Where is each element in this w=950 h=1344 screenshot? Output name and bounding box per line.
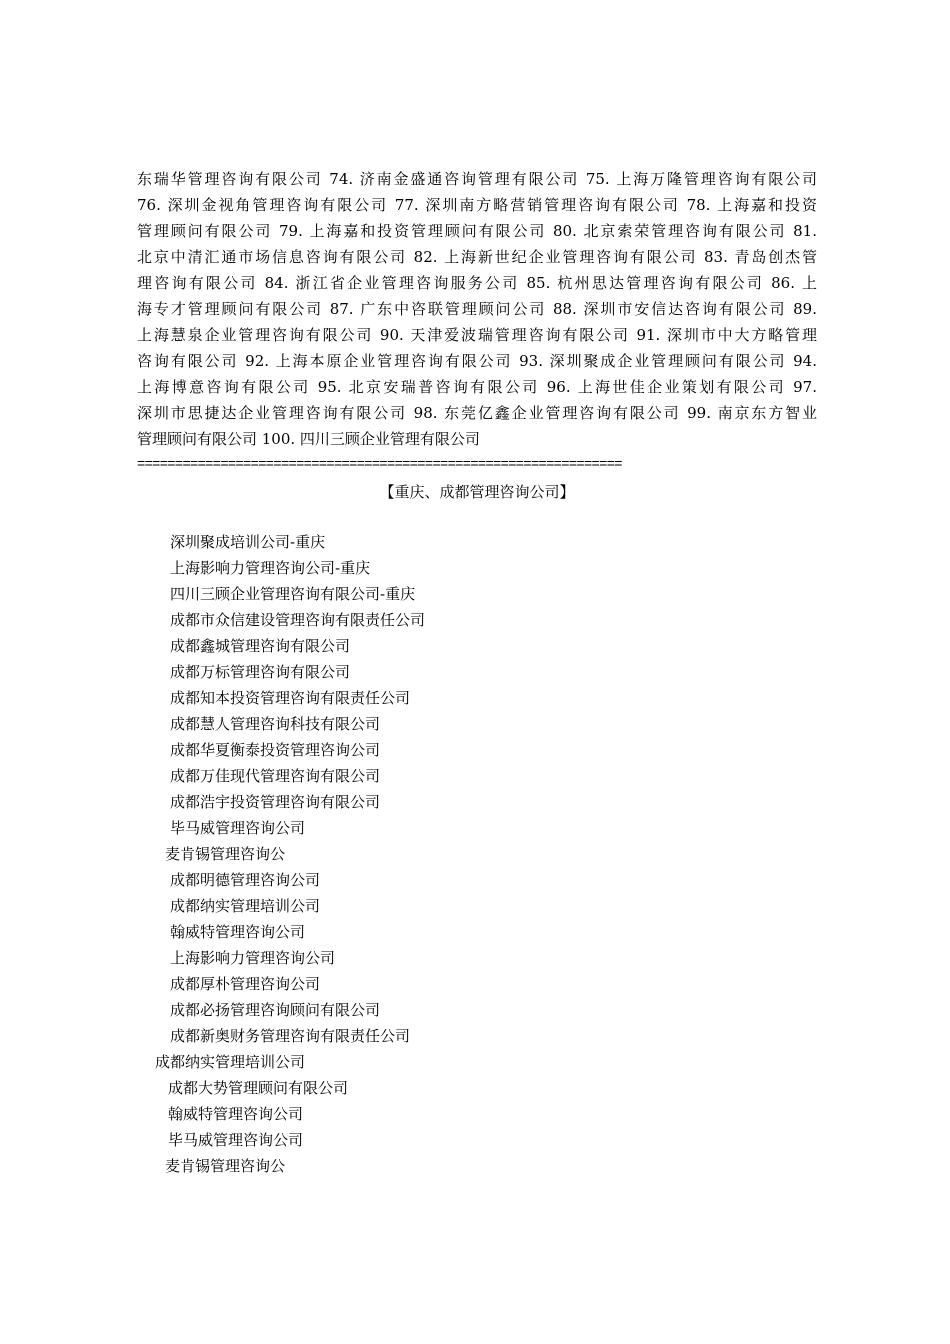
paragraph-line: 理咨询有限公司 84. 浙江省企业管理咨询服务公司 85. 杭州思达管理咨询有限公司 86. 上 — [137, 274, 817, 292]
paragraph-line: 上海博意咨询有限公司 95. 北京安瑞普咨询有限公司 96. 上海世佳企业策划有限公司 97. — [137, 378, 817, 396]
paragraph-line: 咨询有限公司 92. 上海本原企业管理咨询有限公司 93. 深圳聚成企业管理顾问有限公司 94. — [137, 352, 817, 370]
list-item: 上海影响力管理咨询公司 — [170, 949, 336, 967]
list-item: 成都厚朴管理咨询公司 — [170, 975, 321, 993]
list-item: 上海影响力管理咨询公司-重庆 — [170, 559, 371, 577]
list-item: 四川三顾企业管理咨询有限公司-重庆 — [170, 585, 416, 603]
company-list-paragraph — [137, 166, 817, 452]
list-item: 成都万佳现代管理咨询有限公司 — [170, 767, 381, 785]
list-item: 成都知本投资管理咨询有限责任公司 — [170, 689, 411, 707]
paragraph-line: 深圳市思捷达企业管理咨询有限公司 98. 东莞亿鑫企业管理咨询有限公司 99. 南京东方智业 — [137, 404, 817, 422]
list-item: 麦肯锡管理咨询公 — [165, 1157, 286, 1175]
list-item: 成都大势管理顾问有限公司 — [168, 1079, 349, 1097]
paragraph-line: 管理顾问有限公司 79. 上海嘉和投资管理顾问有限公司 80. 北京索荣管理咨询有限公司 81. — [137, 222, 817, 240]
paragraph-line: 海专才管理顾问有限公司 87. 广东中咨联管理顾问公司 88. 深圳市安信达咨询有限公司 89. — [137, 300, 817, 318]
list-item: 成都慧人管理咨询科技有限公司 — [170, 715, 381, 733]
list-item: 成都市众信建设管理咨询有限责任公司 — [170, 611, 426, 629]
list-item: 毕马威管理咨询公司 — [168, 1131, 304, 1149]
list-item: 成都新奥财务管理咨询有限责任公司 — [170, 1027, 411, 1045]
section-title: 【重庆、成都管理咨询公司】 — [379, 483, 575, 501]
paragraph-line: 76. 深圳金视角管理咨询有限公司 77. 深圳南方略营销管理咨询有限公司 78. 上海嘉和投资 — [137, 196, 817, 214]
list-item: 成都华夏衡泰投资管理咨询公司 — [170, 741, 381, 759]
list-item: 成都必扬管理咨询顾问有限公司 — [170, 1001, 381, 1019]
separator-line: ================================================================ — [137, 455, 622, 471]
paragraph-line: 北京中清汇通市场信息咨询有限公司 82. 上海新世纪企业管理咨询有限公司 83. 青岛创杰管 — [137, 248, 817, 266]
list-item: 成都鑫城管理咨询有限公司 — [170, 637, 351, 655]
paragraph-line-last: 管理顾问有限公司 100. 四川三顾企业管理有限公司 — [137, 430, 480, 448]
paragraph-line: 上海慧泉企业管理咨询有限公司 90. 天津爱波瑞管理咨询有限公司 91. 深圳市中大方略管理 — [137, 326, 817, 344]
list-item: 成都明德管理咨询公司 — [170, 871, 321, 889]
list-item: 麦肯锡管理咨询公 — [165, 845, 286, 863]
list-item: 翰威特管理咨询公司 — [168, 1105, 304, 1123]
list-item: 成都纳实管理培训公司 — [170, 897, 321, 915]
list-item: 成都浩宇投资管理咨询有限公司 — [170, 793, 381, 811]
list-item: 翰威特管理咨询公司 — [170, 923, 306, 941]
list-item: 深圳聚成培训公司-重庆 — [170, 533, 326, 551]
list-item: 毕马威管理咨询公司 — [170, 819, 306, 837]
list-item: 成都纳实管理培训公司 — [155, 1053, 306, 1071]
list-item: 成都万标管理咨询有限公司 — [170, 663, 351, 681]
paragraph-line: 东瑞华管理咨询有限公司 74. 济南金盛通咨询管理有限公司 75. 上海万隆管理咨询有限公司 — [137, 170, 817, 188]
chongqing-chengdu-company-list — [0, 529, 950, 1179]
